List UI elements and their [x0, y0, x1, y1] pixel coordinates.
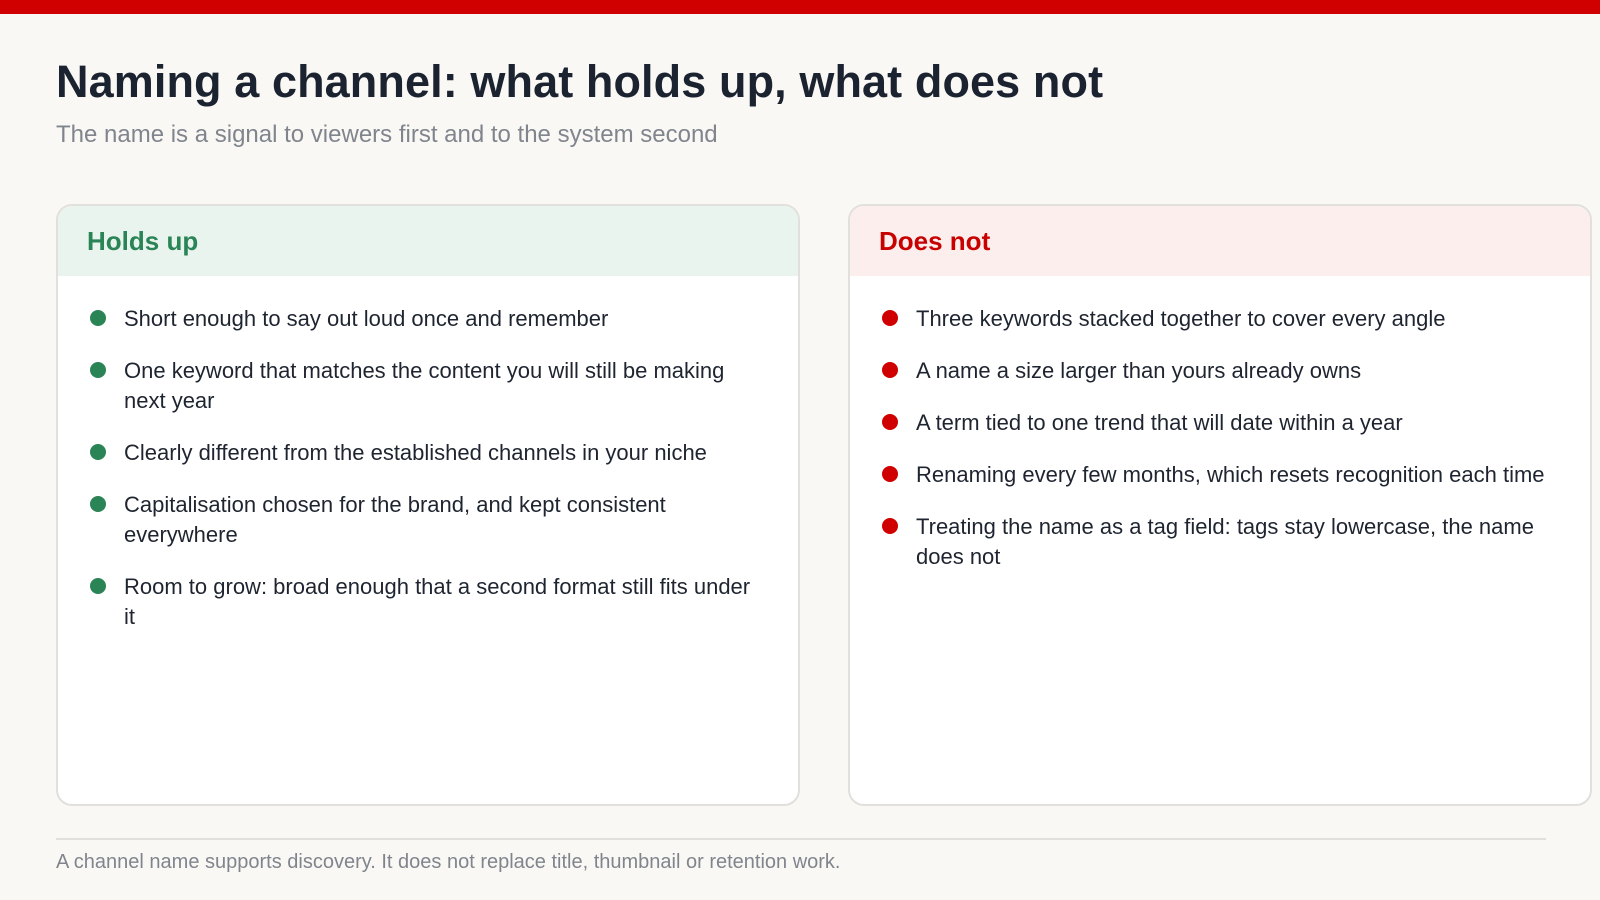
list-item-text: Short enough to say out loud once and remember: [124, 306, 609, 331]
list-item-text: Treating the name as a tag field: tags stay lowercase, the name does not: [916, 514, 1534, 569]
list-item-text: A term tied to one trend that will date within a year: [916, 410, 1403, 435]
footer-divider: [56, 838, 1546, 840]
holds-up-heading: Holds up: [58, 206, 798, 276]
does-not-card: [848, 204, 1592, 806]
bullet-dot-icon: [90, 444, 106, 460]
bullet-dot-icon: [90, 578, 106, 594]
list-item: [882, 304, 1550, 334]
list-item-text: Three keywords stacked together to cover every angle: [916, 306, 1446, 331]
list-item: [882, 408, 1550, 438]
page-subtitle: The name is a signal to viewers first and to the system second: [56, 121, 718, 148]
bullet-dot-icon: [90, 310, 106, 326]
list-item: [90, 356, 758, 416]
list-item-text: Clearly different from the established channels in your niche: [124, 440, 707, 465]
does-not-heading: Does not: [850, 206, 1590, 276]
list-item-text: A name a size larger than yours already owns: [916, 358, 1362, 383]
does-not-list: [850, 276, 1590, 572]
list-item: [882, 460, 1550, 490]
top-accent-bar: [0, 0, 1600, 14]
list-item-text: Capitalisation chosen for the brand, and kept consistent everywhere: [124, 492, 666, 547]
list-item: [882, 356, 1550, 386]
list-item: [882, 512, 1550, 572]
bullet-dot-icon: [882, 310, 898, 326]
list-item: [90, 490, 758, 550]
list-item-text: Room to grow: broad enough that a second format still fits under it: [124, 574, 751, 629]
holds-up-card: [56, 204, 800, 806]
list-item: [90, 304, 758, 334]
page-title: Naming a channel: what holds up, what does not: [56, 56, 1104, 107]
holds-up-list: [58, 276, 798, 632]
bullet-dot-icon: [90, 496, 106, 512]
list-item-text: One keyword that matches the content you will still be making next year: [124, 358, 725, 413]
bullet-dot-icon: [882, 466, 898, 482]
bullet-dot-icon: [90, 362, 106, 378]
footer-note: A channel name supports discovery. It does not replace title, thumbnail or retention work.: [56, 851, 841, 873]
bullet-dot-icon: [882, 362, 898, 378]
list-item: [90, 438, 758, 468]
list-item: [90, 572, 758, 632]
list-item-text: Renaming every few months, which resets recognition each time: [916, 462, 1545, 487]
bullet-dot-icon: [882, 518, 898, 534]
bullet-dot-icon: [882, 414, 898, 430]
